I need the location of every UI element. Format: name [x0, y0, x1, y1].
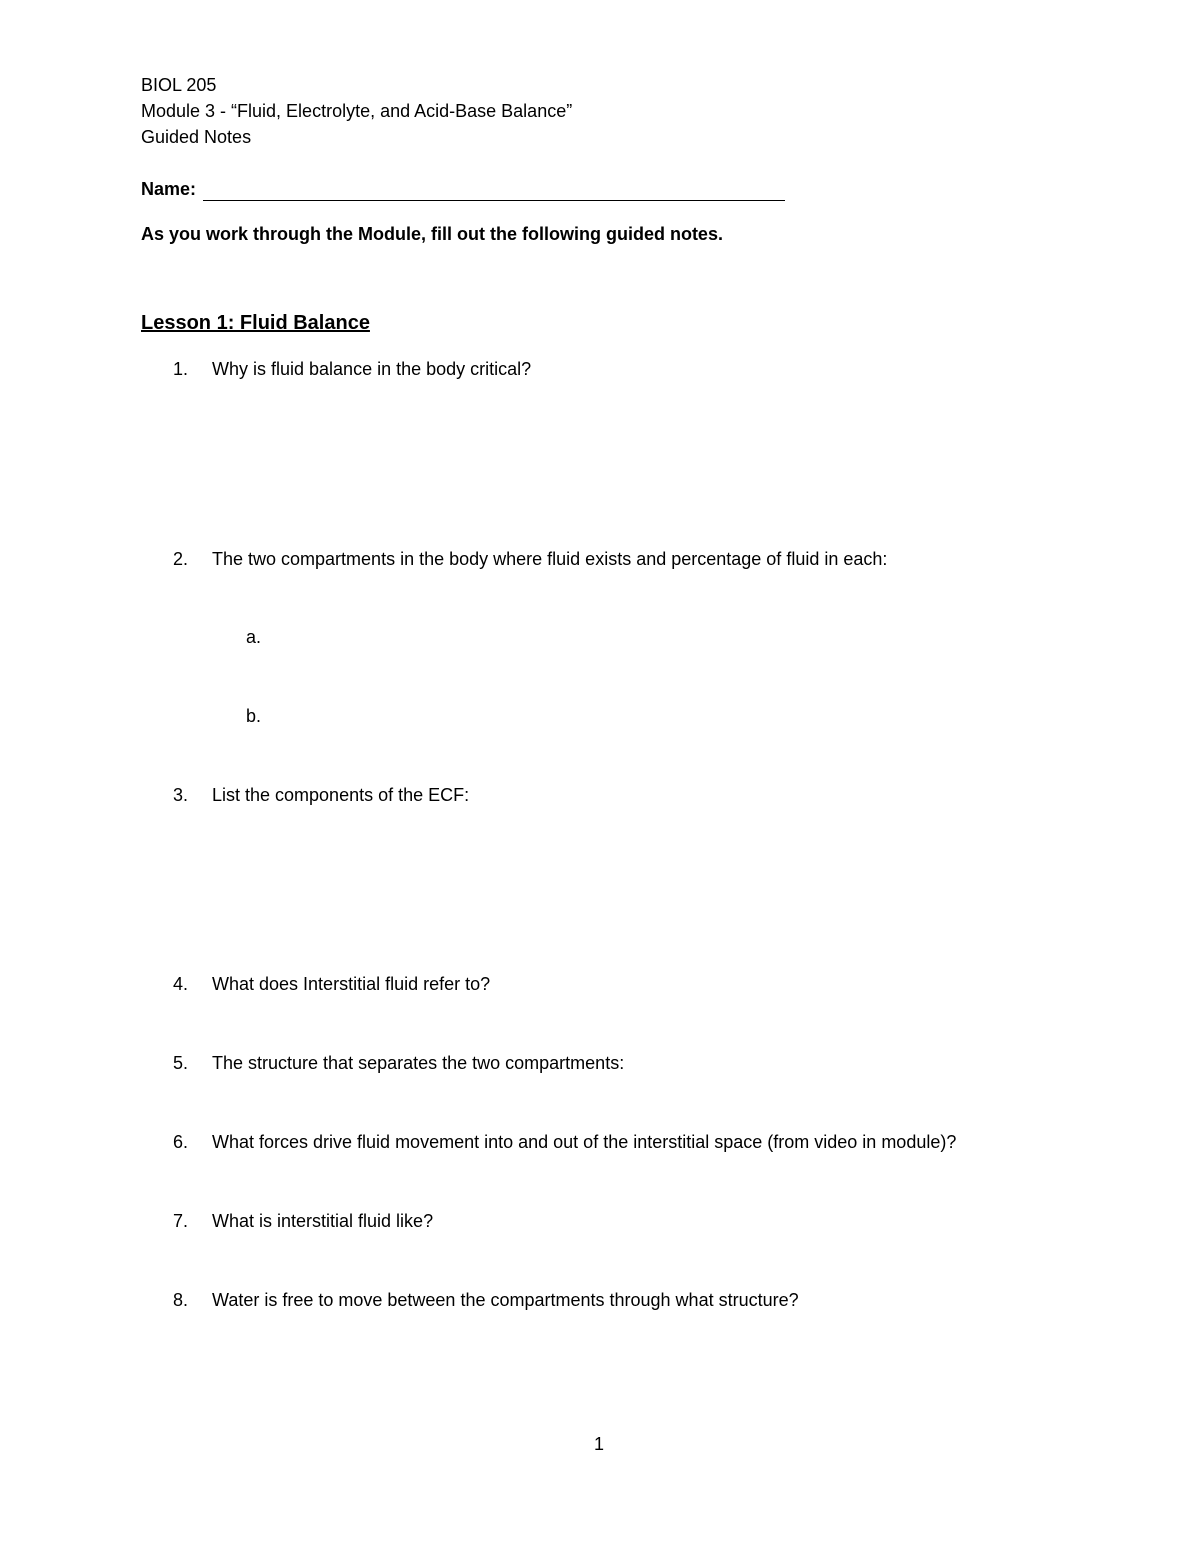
- question-number: 7.: [173, 1211, 189, 1231]
- question-text: Water is free to move between the compartments through what structure?: [212, 1290, 799, 1310]
- question-text: The two compartments in the body where fluid exists and percentage of fluid in each:: [212, 549, 888, 569]
- name-field-line[interactable]: [203, 200, 785, 201]
- document-type: Guided Notes: [141, 127, 252, 147]
- sub-item-label: a.: [246, 627, 262, 647]
- course-code: BIOL 205: [141, 75, 217, 95]
- sub-item-label: b.: [246, 706, 262, 726]
- question-number: 5.: [173, 1053, 189, 1073]
- question-text: List the components of the ECF:: [212, 785, 470, 805]
- question-number: 1.: [173, 359, 189, 379]
- question-text: Why is fluid balance in the body critical?: [212, 359, 532, 379]
- instructions: As you work through the Module, fill out the following guided notes.: [141, 224, 723, 244]
- module-title: Module 3 - “Fluid, Electrolyte, and Acid-Base Balance”: [141, 101, 573, 121]
- question-number: 2.: [173, 549, 189, 569]
- question-text: The structure that separates the two compartments:: [212, 1053, 625, 1073]
- question-number: 8.: [173, 1290, 189, 1310]
- question-number: 6.: [173, 1132, 189, 1152]
- question-text: What forces drive fluid movement into and out of the interstitial space (from video in module)?: [212, 1132, 957, 1152]
- name-label: Name:: [141, 179, 197, 199]
- question-text: What is interstitial fluid like?: [212, 1211, 434, 1231]
- page-number: 1: [594, 1434, 605, 1454]
- question-text: What does Interstitial fluid refer to?: [212, 974, 491, 994]
- question-number: 3.: [173, 785, 189, 805]
- question-number: 4.: [173, 974, 189, 994]
- lesson-title: Lesson 1: Fluid Balance: [141, 312, 370, 334]
